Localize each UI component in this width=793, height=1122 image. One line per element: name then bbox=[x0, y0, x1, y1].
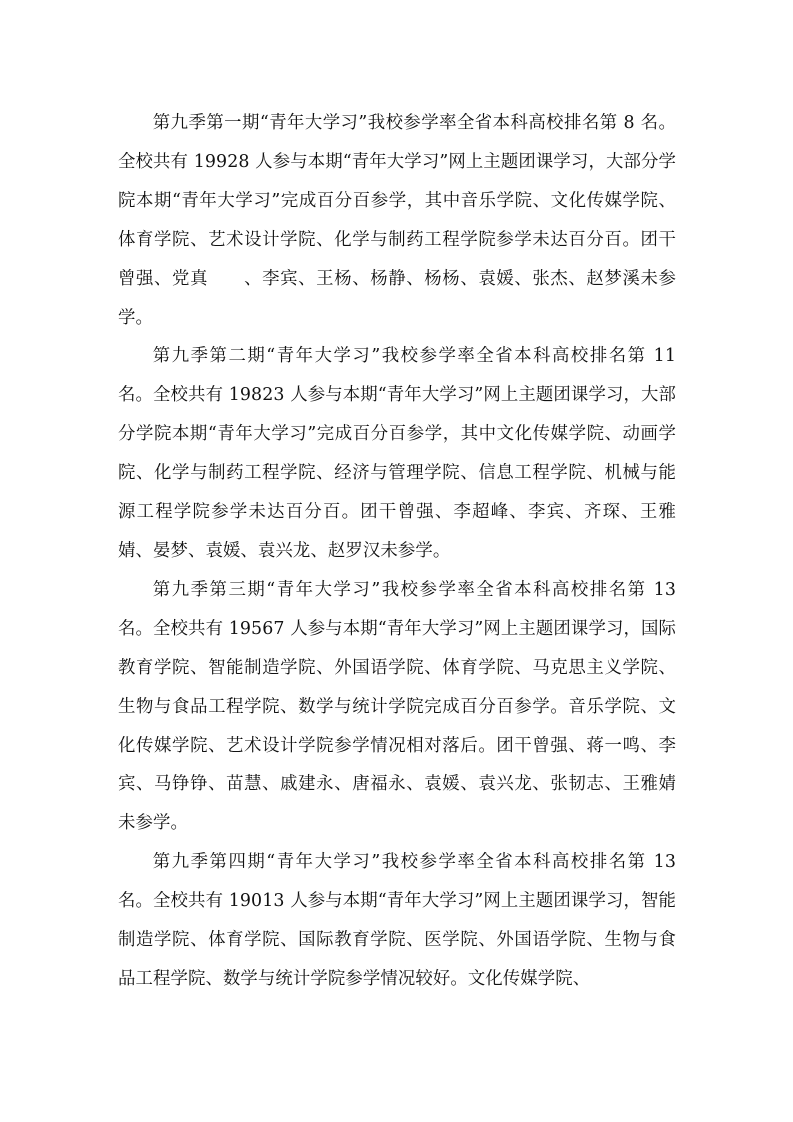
paragraph-season9-issue2: 第九季第二期“青年大学习”我校参学率全省本科高校排名第 11 名。全校共有 19823 人参与本期“青年大学习”网上主题团课学习，大部分学院本期“青年大学习”完成百分百参学，其中文化传媒学院、动画学院、化学与制药工程学院、经济与管理学院、信息工程学院、机械与能源工程学院参学未达百分百。团干曾强、李超峰、李宾、齐琛、王雅婧、晏梦、袁媛、袁兴龙、赵罗汉未参学。 bbox=[118, 346, 676, 561]
paragraph-season9-issue3: 第九季第三期“青年大学习”我校参学率全省本科高校排名第 13 名。全校共有 19567 人参与本期“青年大学习”网上主题团课学习，国际教育学院、智能制造学院、外国语学院、体育学院、马克思主义学院、生物与食品工程学院、数学与统计学院完成百分百参学。音乐学院、文化传媒学院、艺术设计学院参学情况相对落后。团干曾强、蒋一鸣、李宾、马铮铮、苗慧、戚建永、唐福永、袁媛、袁兴龙、张韧志、王雅婧未参学。 bbox=[118, 579, 676, 834]
paragraph-season9-issue4: 第九季第四期“青年大学习”我校参学率全省本科高校排名第 13 名。全校共有 19013 人参与本期“青年大学习”网上主题团课学习，智能制造学院、体育学院、国际教育学院、医学院、外国语学院、生物与食品工程学院、数学与统计学院参学情况较好。文化传媒学院、 bbox=[118, 852, 676, 989]
paragraph-season9-issue1: 第九季第一期“青年大学习”我校参学率全省本科高校排名第 8 名。全校共有 19928 人参与本期“青年大学习”网上主题团课学习，大部分学院本期“青年大学习”完成百分百参学，其中音乐学院、文化传媒学院、体育学院、艺术设计学院、化学与制药工程学院参学未达百分百。团干曾强、党真 、李宾、王杨、杨静、杨杨、袁媛、张杰、赵梦溪未参学。 bbox=[118, 113, 676, 328]
document-body bbox=[118, 104, 676, 999]
